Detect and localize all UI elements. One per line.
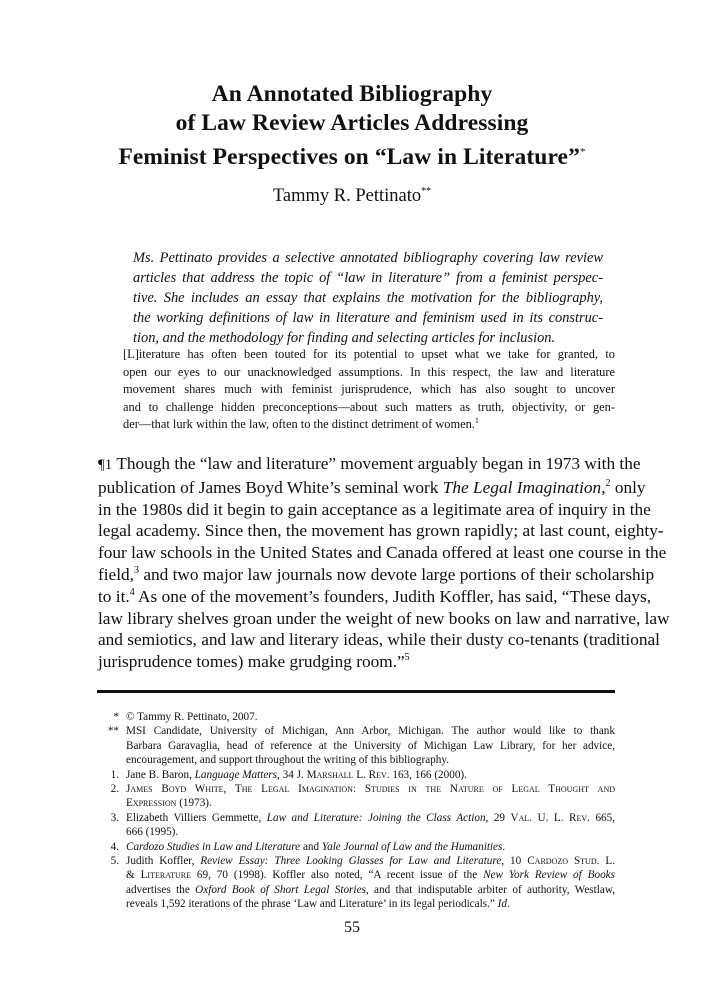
fn-text: 163, 166 (2000). bbox=[389, 768, 467, 781]
abstract-line: articles that address the topic of “law in literature” from a feminist perspec- bbox=[133, 270, 603, 286]
footnote-line bbox=[126, 883, 615, 897]
fn-text: , 10 bbox=[501, 855, 528, 868]
body-line-text: to it. bbox=[98, 586, 130, 606]
article-title bbox=[0, 80, 704, 172]
footnote-mark: 2. bbox=[110, 783, 119, 796]
fn-text: . bbox=[502, 840, 506, 853]
fn-text: 69, 70 (1998). Koffler also noted, “A recent issue of the bbox=[190, 869, 484, 882]
body-line: four law schools in the United States and Canada offered at least one course in the bbox=[98, 543, 667, 563]
footnote-separator-rule bbox=[97, 690, 615, 693]
fn-book-title: Expression bbox=[126, 797, 177, 810]
footnote-ref[interactable]: 1 bbox=[474, 416, 479, 425]
fn-publication: Oxford Book of Short Legal Stories bbox=[195, 883, 366, 896]
footnote-line bbox=[126, 796, 615, 810]
fn-id: Id bbox=[497, 898, 507, 911]
fn-article-title: Review Essay: Three Looking Glasses for Law and Literature bbox=[200, 855, 502, 868]
fn-article-title: Language Matters bbox=[194, 768, 278, 781]
abstract-line: tive. She includes an essay that explains the motivation for the bibliography, bbox=[133, 290, 603, 306]
fn-journal: Yale Journal of Law and the Humanities bbox=[321, 840, 503, 853]
body-line-text: As one of the movement’s founders, Judith Koffler, has said, “These days, bbox=[134, 586, 652, 606]
footnote-2 bbox=[97, 782, 615, 811]
footnote-ref[interactable]: 2 bbox=[605, 477, 611, 489]
fn-text: Elizabeth Villiers Gemmette, bbox=[126, 811, 267, 824]
fn-text: Judith Koffler, bbox=[126, 855, 201, 868]
fn-article-title: Law and Literature: Joining the Class Action bbox=[266, 811, 486, 824]
body-line: and semiotics, and law and literary ideas, while their dusty co-tenants (traditional bbox=[98, 630, 660, 650]
body-line-text: and two major law journals now devote large portions of their scholarship bbox=[139, 564, 655, 584]
footnote-double-star bbox=[97, 724, 615, 767]
footnotes bbox=[97, 710, 615, 912]
epigraph-line-text: der—that lurk within the law, often to the distinct detriment of women. bbox=[123, 417, 475, 431]
footnote-line bbox=[126, 811, 615, 825]
book-title: The Legal Imagination bbox=[442, 477, 602, 497]
body-line bbox=[98, 651, 615, 673]
abstract bbox=[133, 248, 603, 348]
footnote-line bbox=[126, 897, 615, 911]
title-footnote-mark: * bbox=[579, 146, 586, 158]
body-line bbox=[98, 453, 641, 477]
footnote-ref[interactable]: 5 bbox=[404, 652, 410, 664]
epigraph-line: and to challenge hidden preconceptions—about such matters as truth, objectivity, or gen- bbox=[123, 399, 615, 414]
body-line: law library shelves groan under the weight of new books on law and narrative, law bbox=[98, 608, 670, 628]
footnote-line: MSI Candidate, University of Michigan, Ann Arbor, Michigan. The author would like to thank bbox=[126, 725, 615, 738]
title-line-3-text: Feminist Perspectives on “Law in Literature” bbox=[118, 144, 580, 170]
fn-text: , 29 bbox=[485, 811, 511, 824]
footnote-mark: * bbox=[113, 711, 119, 723]
footnote-mark: 5. bbox=[110, 855, 119, 868]
fn-text: reveals 1,592 iterations of the phrase ‘Law and Literature’ in its legal periodicals.” bbox=[126, 898, 498, 911]
fn-journal: Marshall L. Rev. bbox=[306, 768, 390, 781]
footnote-mark: 3. bbox=[110, 811, 119, 824]
fn-text: and bbox=[300, 840, 322, 853]
body-line: legal academy. Since then, the movement has grown rapidly; at last count, eighty- bbox=[98, 521, 664, 541]
footnote-line bbox=[126, 868, 615, 882]
body-line bbox=[98, 586, 652, 608]
fn-publication: New York Review of Books bbox=[483, 869, 615, 882]
author-byline bbox=[0, 181, 704, 207]
fn-text: advertises the bbox=[126, 883, 196, 896]
footnote-5 bbox=[97, 854, 615, 912]
footnote-mark: 4. bbox=[110, 840, 119, 853]
fn-journal: Val. U. L. Rev. bbox=[510, 811, 590, 824]
title-line-3 bbox=[0, 138, 704, 172]
abstract-line: the working definitions of law in literature and feminism used in its construc- bbox=[133, 310, 603, 326]
footnote-line: 666 (1995). bbox=[126, 826, 179, 839]
footnote-line: encouragement, and support throughout the writing of this bibliography. bbox=[126, 754, 450, 767]
footnote-1 bbox=[97, 768, 615, 782]
footnote-4 bbox=[97, 840, 615, 854]
footnote-star bbox=[97, 710, 615, 724]
footnote-line bbox=[126, 768, 615, 782]
body-line-text: , bbox=[601, 477, 606, 497]
footnote-3 bbox=[97, 811, 615, 840]
fn-text: 665, bbox=[589, 811, 616, 824]
body-line bbox=[98, 564, 655, 586]
footnote-line bbox=[126, 840, 615, 854]
fn-journal: & Literature bbox=[126, 869, 191, 882]
epigraph-line: movement shares much with feminist jurisprudence, which has also sought to uncover bbox=[123, 382, 615, 396]
author-footnote-mark: ** bbox=[421, 186, 432, 197]
fn-text: . bbox=[506, 898, 510, 911]
fn-text: , and that indisputable arbiter of authority, Westlaw, bbox=[365, 883, 615, 896]
abstract-line: tion, and the methodology for finding and selecting articles for inclusion. bbox=[133, 330, 556, 346]
fn-text: Jane B. Baron, bbox=[126, 768, 195, 781]
epigraph-line: open our eyes to our unacknowledged assumptions. In this respect, the law and literature bbox=[123, 364, 615, 379]
epigraph-line: [L]iterature has often been touted for its potential to upset what we take for granted, to bbox=[123, 347, 615, 361]
body-paragraph-1 bbox=[98, 453, 670, 673]
author-name: Tammy R. Pettinato bbox=[272, 186, 422, 206]
page-number: 55 bbox=[344, 919, 360, 936]
body-line-text: field, bbox=[98, 564, 134, 584]
abstract-line: Ms. Pettinato provides a selective annotated bibliography covering law review bbox=[133, 250, 603, 266]
footnote-line: © Tammy R. Pettinato, 2007. bbox=[126, 711, 258, 723]
body-line-text: jurisprudence tomes) make grudging room.” bbox=[98, 652, 405, 672]
footnote-ref[interactable]: 3 bbox=[134, 564, 139, 576]
fn-journal: Cardozo Stud. L. bbox=[527, 855, 615, 868]
title-line-2: of Law Review Articles Addressing bbox=[175, 110, 529, 136]
body-line-text: only bbox=[610, 477, 646, 497]
epigraph-line bbox=[123, 416, 615, 434]
footnote-mark: ** bbox=[107, 725, 119, 738]
fn-journal: Cardozo Studies in Law and Literature bbox=[126, 840, 301, 853]
title-line-1: An Annotated Bibliography bbox=[211, 81, 493, 107]
paragraph-marker: ¶1 bbox=[98, 457, 113, 473]
epigraph-quote bbox=[123, 346, 615, 434]
footnote-ref[interactable]: 4 bbox=[129, 586, 135, 598]
body-line-text: Though the “law and literature” movement arguably began in 1973 with the bbox=[116, 454, 641, 473]
body-line-text: publication of James Boyd White’s seminal work bbox=[98, 477, 443, 497]
footnote-line: James Boyd White, The Legal Imagination: Studies in the Nature of Legal Thought and bbox=[126, 783, 615, 796]
body-line: in the 1980s did it begin to gain acceptance as a legitimate area of inquiry in the bbox=[98, 499, 651, 519]
body-line bbox=[98, 477, 646, 499]
fn-text: (1973). bbox=[176, 797, 212, 810]
footnote-line bbox=[126, 854, 615, 868]
footnote-mark: 1. bbox=[110, 768, 119, 781]
footnote-line: Barbara Garavaglia, head of reference at the University of Michigan Law Library, for her advice, bbox=[126, 739, 615, 752]
fn-text: , 34 J. bbox=[277, 768, 307, 781]
